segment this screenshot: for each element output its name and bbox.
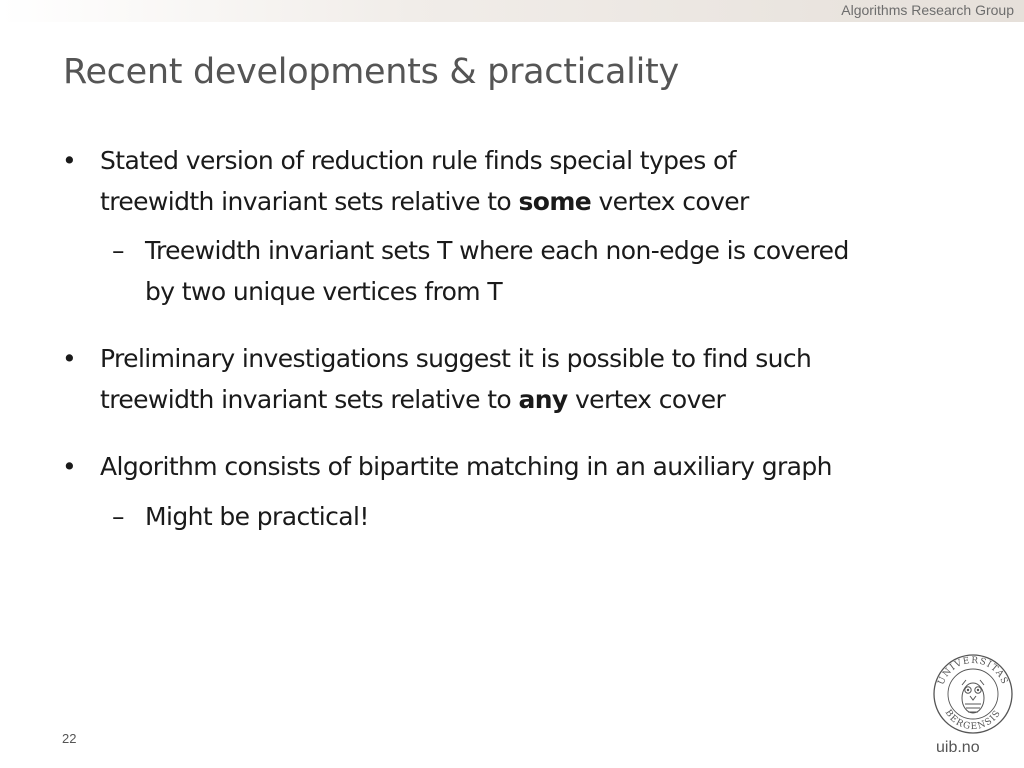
page-number: 22: [62, 731, 77, 746]
bullet-marker: •: [62, 146, 77, 175]
header-bar: [0, 0, 1024, 22]
sub-bullet-text-line: Might be practical!: [145, 502, 369, 531]
research-group-name: Algorithms Research Group: [841, 2, 1014, 18]
bullet-text-line: Stated version of reduction rule finds special types of: [100, 146, 736, 175]
sub-bullet-item: [112, 230, 849, 312]
bullet-item: [62, 446, 832, 487]
svg-text:BERGENSIS: BERGENSIS: [942, 708, 1004, 733]
bullet-emphasis: some: [518, 187, 592, 216]
svg-text:UNIVERSITAS: UNIVERSITAS: [936, 655, 1010, 687]
sub-bullet-marker: –: [112, 502, 124, 531]
site-url: uib.no: [936, 739, 980, 756]
sub-bullet-text-line: Treewidth invariant sets T where each non-edge is covered: [145, 236, 849, 265]
slide-title: Recent developments & practicality: [63, 52, 679, 92]
bullet-text-line: Algorithm consists of bipartite matching in an auxiliary graph: [100, 452, 832, 481]
bullet-text: vertex cover: [591, 187, 749, 216]
bullet-text: treewidth invariant sets relative to: [100, 385, 519, 414]
bullet-marker: •: [62, 344, 77, 373]
bullet-item: [62, 338, 812, 420]
sub-bullet-marker: –: [112, 236, 124, 265]
bullet-text-line: [100, 181, 749, 222]
bullet-emphasis: any: [518, 385, 568, 414]
bullet-text-line: Preliminary investigations suggest it is possible to find such: [100, 344, 812, 373]
bullet-item: [62, 140, 749, 222]
sub-bullet-item: [112, 496, 369, 537]
bullet-marker: •: [62, 452, 77, 481]
bullet-text: treewidth invariant sets relative to: [100, 187, 519, 216]
university-seal-logo: [929, 654, 1017, 734]
sub-bullet-text-line: by two unique vertices from T: [145, 277, 503, 306]
bullet-text-line: [100, 379, 811, 420]
bullet-text: vertex cover: [567, 385, 726, 414]
